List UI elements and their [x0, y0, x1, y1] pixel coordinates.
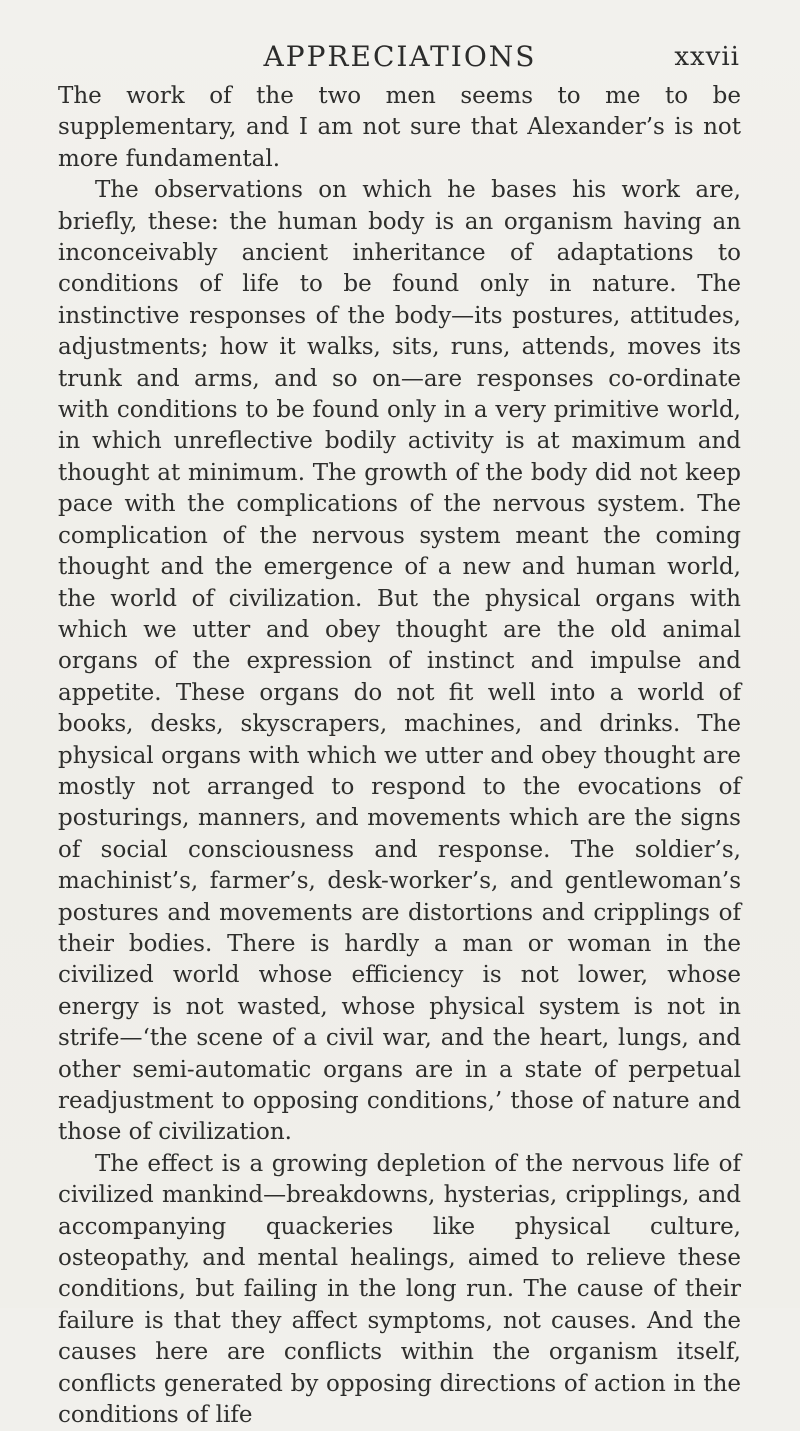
page-number: xxvii: [674, 42, 740, 72]
running-title: APPRECIATIONS: [263, 40, 537, 73]
body-text: [58, 81, 741, 1431]
paragraph-2: The observations on which he bases his work are, briefly, these: the human body is an organism having an inconceivably ancient inheritance of adaptations to conditions of life to be found only in nature. The instinctive responses of the body—its postures, attitudes, adjustments; how it walks, sits, runs, attends, moves its trunk and arms, and so on—are responses co-ordinate with conditions to be found only in a very primitive world, in which unreflective bodily activity is at maximum and thought at minimum. The growth of the body did not keep pace with the complications of the nervous system. The complication of the nervous system meant the coming thought and the emergence of a new and human world, the world of civilization. But the physical organs with which we utter and obey thought are the old animal organs of the expression of instinct and impulse and appetite. These organs do not fit well into a world of books, desks, skyscrapers, machines, and drinks. The physical organs with which we utter and obey thought are mostly not arranged to respond to the evocations of posturings, manners, and movements which are the signs of social consciousness and response. The soldier’s, machinist’s, farmer’s, desk-worker’s, and gentlewoman’s postures and movements are distortions and cripplings of their bodies. There is hardly a man or woman in the civilized world whose efficiency is not lower, whose energy is not wasted, whose physical system is not in strife—‘the scene of a civil war, and the heart, lungs, and other semi-automatic organs are in a state of perpetual readjustment to opposing conditions,’ those of nature and those of civilization.: [58, 177, 741, 1146]
running-head: [60, 40, 740, 80]
paragraph-1: The work of the two men seems to me to be supplementary, and I am not sure that Alexander’s is not more fundamental.: [58, 83, 741, 172]
paragraph-3: The effect is a growing depletion of the nervous life of civilized mankind—breakdowns, hysterias, cripplings, and accompanying quackeries like physical culture, osteopathy, and mental healings, aimed to relieve these conditions, but failing in the long run. The cause of their failure is that they affect symptoms, not causes. And the causes here are conflicts within the organism itself, conflicts generated by opposing directions of action in the conditions of life: [58, 1150, 741, 1429]
